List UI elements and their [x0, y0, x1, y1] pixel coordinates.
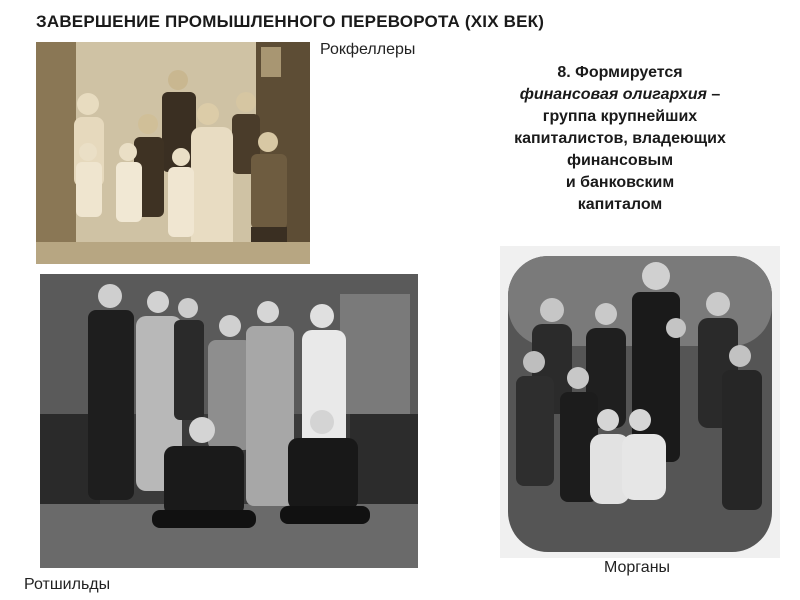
slide-title: ЗАВЕРШЕНИЕ ПРОМЫШЛЕННОГО ПЕРЕВОРОТА (XIX ВЕК): [36, 12, 545, 31]
definition-line-1: 8. Формируется: [557, 64, 683, 81]
definition-term: финансовая олигархия: [519, 86, 707, 103]
definition-line-5: финансовым: [566, 152, 674, 169]
definition-text: [470, 62, 770, 216]
definition-dash: –: [706, 86, 721, 103]
caption-rockefellers: Рокфеллеры: [320, 41, 416, 58]
photo-morgans: [500, 246, 780, 558]
definition-line-6: и банковским: [565, 174, 675, 191]
definition-line-2: [470, 84, 770, 106]
photo-rockefellers: [36, 42, 310, 264]
caption-rothschilds: Ротшильды: [24, 576, 111, 593]
definition-line-4: капиталистов, владеющих: [514, 130, 726, 147]
caption-morgans: Морганы: [604, 559, 671, 576]
definition-line-3: группа крупнейших: [542, 108, 698, 125]
definition-line-7: капиталом: [577, 196, 663, 213]
photo-rothschilds: [40, 274, 418, 568]
